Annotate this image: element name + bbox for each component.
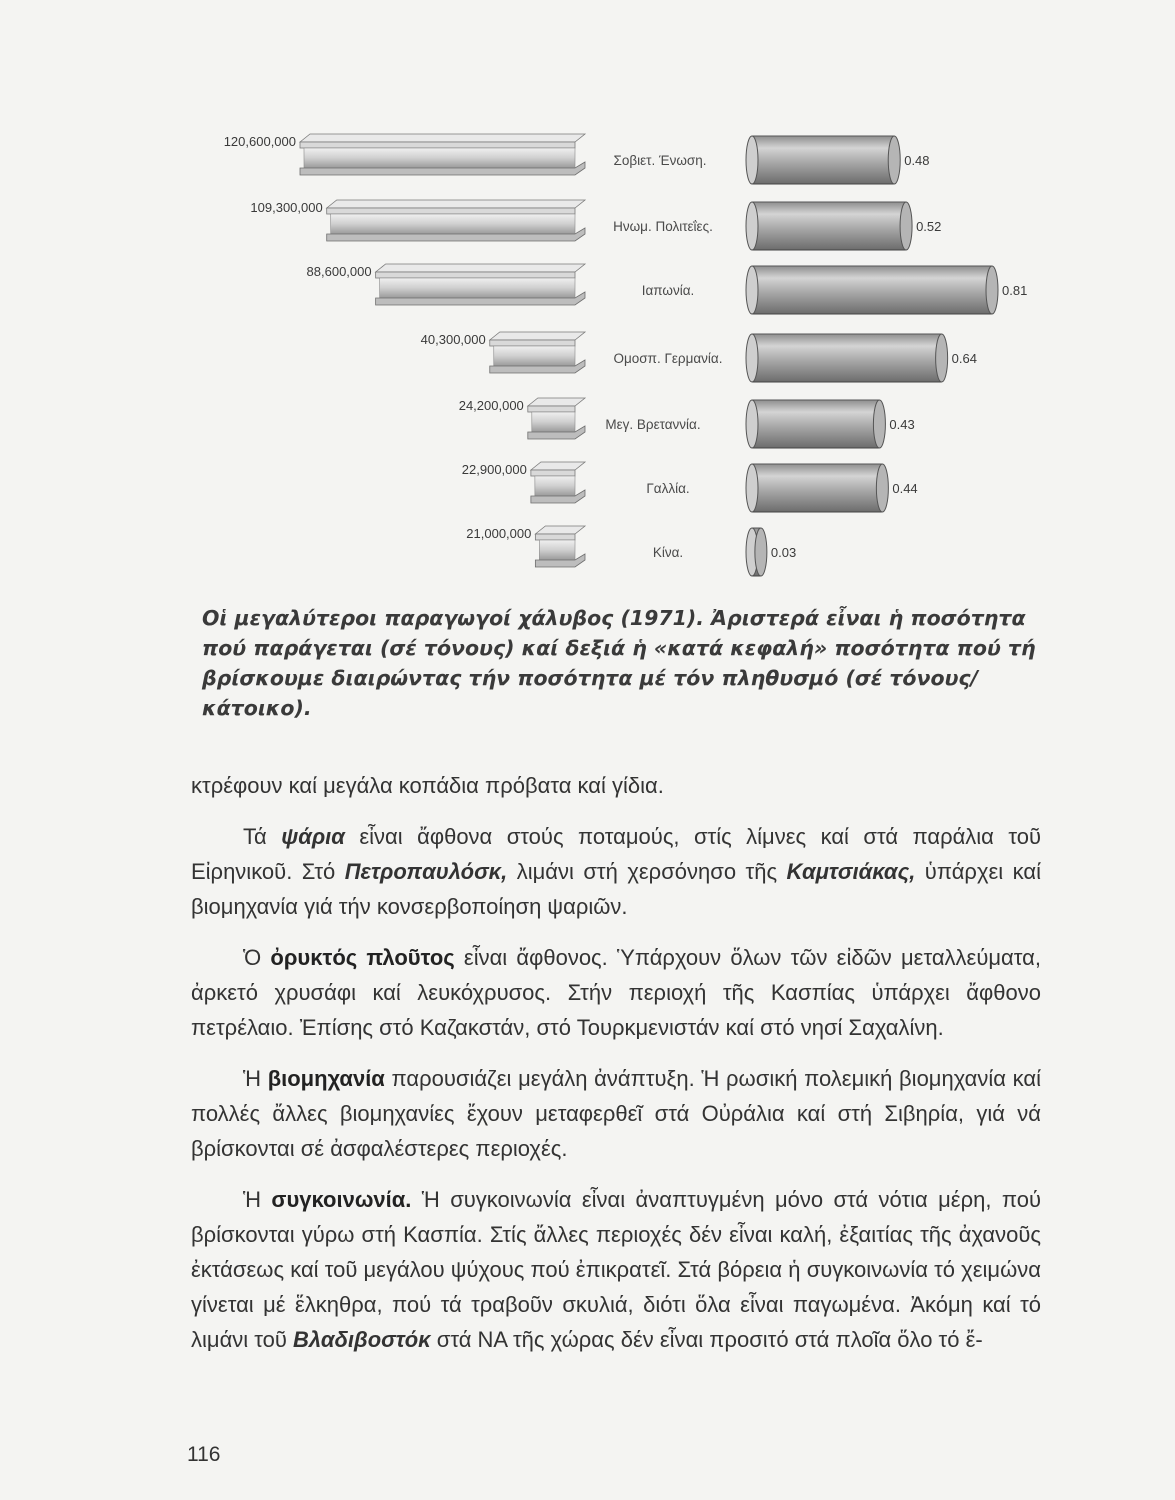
paragraph: Ὁ ὀρυκτός πλοῦτος εἶναι ἄφθονος. Ὑπάρχουν ὅλων τῶν εἰδῶν μεταλλεύματα, ἀρκετό χρυσάφι καί λευκόχρυσος. Στήν περιοχή τῆς Κασπίας ὑπάρχει ἄφθονο πετρέλαιο. Ἐπίσης στό Καζακστάν, στό Τουρκμενιστάν καί στό νησί Σαχαλίνη. bbox=[191, 945, 1041, 1040]
country-label: Μεγ. Βρεταννία. bbox=[605, 417, 701, 432]
production-bar bbox=[531, 462, 585, 503]
paragraph: Ἡ βιομηχανία παρουσιάζει μεγάλη ἀνάπτυξη. Ἡ ρωσική πολεμική βιομηχανία καί πολλές ἄλλες βιομηχανίες ἔχουν μεταφερθεῖ στά Οὐράλια καί στή Σιβηρία, γιά νά βρίσκονται σέ ἀσφαλέστερες περιοχές. bbox=[191, 1066, 1041, 1161]
production-bar bbox=[376, 264, 585, 305]
paragraph: κτρέφουν καί μεγάλα κοπάδια πρόβατα καί γίδια. bbox=[191, 773, 664, 798]
production-bar bbox=[528, 398, 585, 439]
per-capita-bar bbox=[746, 400, 885, 448]
production-value-label: 24,200,000 bbox=[458, 398, 524, 413]
body-text bbox=[191, 768, 1041, 1373]
term: βιομηχανία bbox=[267, 1066, 385, 1091]
per-capita-bar bbox=[746, 464, 888, 512]
production-bar bbox=[535, 526, 585, 567]
paragraph: Τά ψάρια εἶναι ἄφθονα στούς ποταμούς, στίς λίμνες καί στά παράλια τοῦ Εἰρηνικοῦ. Στό Πετροπαυλόσκ, λιμάνι στή χερσόνησο τῆς Καμτσιάκας, ὑπάρχει καί βιομηχανία γιά τήν κονσερβοποίηση ψαριῶν. bbox=[191, 824, 1041, 919]
production-value-label: 21,000,000 bbox=[466, 526, 532, 541]
country-label: Γαλλία. bbox=[646, 481, 690, 496]
term: ὀρυκτός πλοῦτος bbox=[270, 945, 455, 970]
per-capita-bar bbox=[746, 528, 767, 576]
production-value-label: 22,900,000 bbox=[461, 462, 527, 477]
per-capita-value-label: 0.64 bbox=[951, 351, 977, 366]
term: Βλαδιβοστόκ bbox=[293, 1327, 431, 1352]
production-value-label: 88,600,000 bbox=[306, 264, 372, 279]
page-number: 116 bbox=[187, 1443, 221, 1466]
country-labels bbox=[605, 153, 722, 560]
country-label: Ομοσπ. Γερμανία. bbox=[613, 351, 723, 366]
country-label: Σοβιετ. Ένωση. bbox=[613, 153, 707, 168]
country-label: Ηνωμ. Πολιτεΐες. bbox=[613, 219, 713, 234]
steel-producers-figure bbox=[0, 0, 1175, 600]
per-capita-value-label: 0.81 bbox=[1002, 283, 1028, 298]
per-capita-chart bbox=[746, 136, 1027, 576]
figure-caption: Οἱ μεγαλύτεροι παραγωγοί χάλυβος (1971). Ἀριστερά εἶναι ἡ ποσότητα πού παράγεται (σέ τόνους) καί δεξιά ἡ «κατά κεφαλή» ποσότητα πού τή βρίσκουμε διαιρώντας τήν ποσότητα μέ τόν πληθυσμό (σέ τόνους/κάτοικο). bbox=[202, 606, 1036, 720]
country-label: Ιαπωνία. bbox=[641, 283, 695, 298]
per-capita-value-label: 0.44 bbox=[892, 481, 918, 496]
production-bar bbox=[300, 134, 585, 175]
per-capita-bar bbox=[746, 266, 998, 314]
per-capita-value-label: 0.03 bbox=[770, 545, 797, 560]
production-value-label: 40,300,000 bbox=[420, 332, 486, 347]
paragraph: Ἡ συγκοινωνία. Ἡ συγκοινωνία εἶναι ἀναπτυγμένη μόνο στά νότια μέρη, πού βρίσκονται γύρω στή Κασπία. Στίς ἄλλες περιοχές δέν εἶναι καλή, ἐξαιτίας τῆς ἀχανοῦς ἐκτάσεως καί τοῦ μεγάλου ψύχους πού ἐπικρατεῖ. Στά βόρεια ἡ συγκοινωνία τό χειμώνα γίνεται μέ ἕλκηθρα, πού τά τραβοῦν σκυλιά, διότι ὅλα εἶναι παγωμένα. Ἀκόμη καί τό λιμάνι τοῦ Βλαδιβοστόκ στά ΝΑ τῆς χώρας δέν εἶναι προσιτό στά πλοῖα ὅλο τό ἔ- bbox=[191, 1187, 1041, 1352]
per-capita-value-label: 0.43 bbox=[889, 417, 915, 432]
term: Καμτσιάκας, bbox=[786, 859, 916, 884]
per-capita-value-label: 0.52 bbox=[916, 219, 942, 234]
per-capita-bar bbox=[746, 136, 900, 184]
production-bar bbox=[490, 332, 585, 373]
per-capita-bar bbox=[746, 202, 912, 250]
production-value-label: 120,600,000 bbox=[223, 134, 296, 149]
term: συγκοινωνία. bbox=[271, 1187, 412, 1212]
production-value-label: 109,300,000 bbox=[250, 200, 323, 215]
production-bar bbox=[327, 200, 585, 241]
per-capita-value-label: 0.48 bbox=[904, 153, 930, 168]
country-label: Κίνα. bbox=[652, 545, 684, 560]
per-capita-bar bbox=[746, 334, 948, 382]
term: ψάρια bbox=[281, 824, 345, 849]
production-chart bbox=[224, 134, 585, 567]
term: Πετροπαυλόσκ, bbox=[344, 859, 508, 884]
